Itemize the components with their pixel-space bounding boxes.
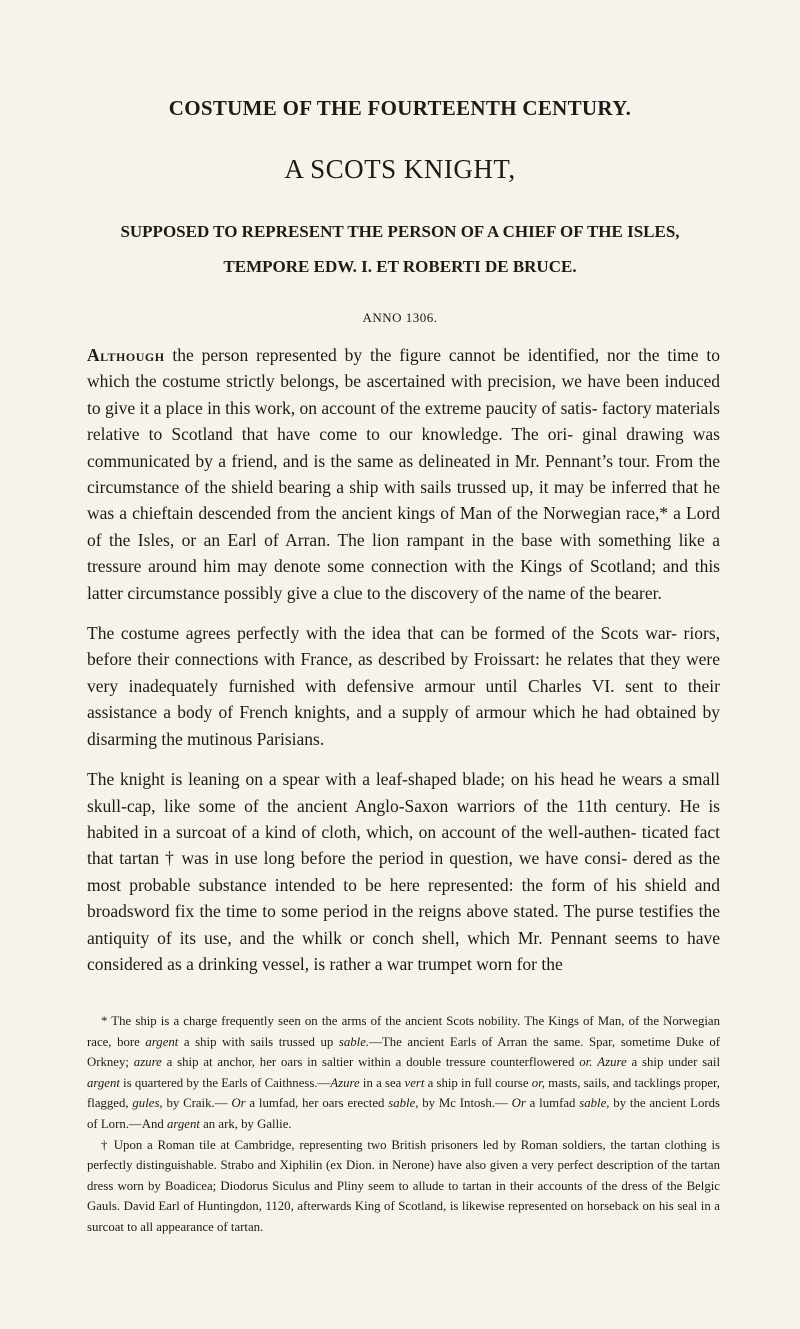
footnote-text: in a sea [359,1075,405,1090]
footnote-italic: gules, [132,1096,163,1111]
running-head: COSTUME OF THE FOURTEENTH CENTURY. [168,96,632,120]
footnote-italic: argent [87,1075,120,1090]
paragraph-1-lead-word: Although [87,345,165,365]
footnote-asterisk [87,1011,720,1135]
footnote-italic: sable. [338,1034,370,1049]
paragraph-2: The costume agrees perfectly with the idea that can be formed of the Scots war- riors, before their connections with France, as described by Froissart: he relates that they were very inadequately furnished with defensive armour until Charles VI. sent to their assistance a body of French knights, and a supply of armour which he had obtained by disarming the mutinous Parisians. [87,623,720,749]
footnote-italic: vert [404,1075,425,1090]
paragraph-3: The knight is leaning on a spear with a leaf-shaped blade; on his head he wears a small skull-cap, like some of the ancient Anglo-Saxon warriors of the 11th century. He is habited in a surcoat of a kind of cloth, which, on account of the well-authen- ticated fact that tartan † was in use long before the period in question, we have consi- dered as the most probable substance intended to be here represented: the form of his shield and broadsword fix the time to some period in the reigns above stated. The purse testifies the antiquity of its use, and the whilk or conch shell, which Mr. Pennant seems to have considered as a drinking vessel, is rather a war trumpet worn for the [87,769,720,974]
footnote-text: a ship at anchor, her oars in saltier within a double tressure counterflowered [161,1055,580,1070]
footnotes [87,1011,720,1238]
footnote-text: —The ancient Earls of Arran the same. Spar, sometime Duke of Orkney; [87,1034,720,1070]
footnote-italic: or, [531,1075,545,1090]
subtitle-line-1: SUPPOSED TO REPRESENT THE PERSON OF A CHIEF OF THE ISLES, [120,222,680,241]
footnote-text: masts, sails, and tacklings proper, flagged, [87,1075,720,1111]
footnote-text: is quartered by the Earls of Caithness.— [119,1075,331,1090]
footnote-italic: Or [511,1096,526,1111]
footnote-text: an ark, by Gallie. [199,1116,292,1131]
footnote-text: * The ship is a charge frequently seen on the arms of the ancient Scots nobility. The Kings of Man, of the Norwegian race, bore [87,1014,720,1049]
anno-date: ANNO 1306. [362,310,438,325]
footnote-italic: argent [166,1116,200,1131]
footnote-italic: argent [145,1034,179,1049]
footnote-text: a lumfad, her oars erected [245,1096,389,1111]
footnote-italic: azure [133,1055,162,1070]
footnote-text: by Mc Intosh.— [418,1096,512,1111]
footnote-italic: or. [579,1055,593,1070]
footnote-italic: Azure [597,1055,627,1070]
subtitle-line-2: TEMPORE EDW. I. ET ROBERTI DE BRUCE. [223,257,577,276]
paragraph-1 [87,342,720,606]
paragraph-1-text: the person represented by the figure cannot be identified, nor the time to which the costume strictly belongs, be ascertained with precision, we have been induced to give it a place in this work, on account of the extreme paucity of satis- factory materials relative to Scotland that have come to our knowledge. The ori- ginal drawing was communicated by a friend, and is the same as delineated in Mr. Pennant’s tour. From the circumstance of the shield bearing a ship with sails trussed up, it may be inferred that he was a chieftain descended from the ancient kings of Man of the Norwegian race,* a Lord of the Isles, or an Earl of Arran. The lion rampant in the base with something like a tressure around him may denote some connection with the Kings of Scotland; and this latter circumstance possibly give a clue to the discovery of the name of the bearer. [87,345,720,603]
footnote-text: a lumfad [525,1096,580,1111]
footnote-text: a ship in full course [424,1075,532,1090]
footnote-italic: Or [231,1096,246,1111]
footnote-italic: Azure [330,1075,360,1090]
body-text [87,342,720,977]
page-title: A SCOTS KNIGHT, [284,154,516,184]
footnote-text: a ship with sails trussed up [178,1034,339,1049]
footnote-text: a ship under sail [626,1055,720,1070]
footnote-text: by Craik.— [162,1096,232,1111]
footnote-dagger: † Upon a Roman tile at Cambridge, representing two British prisoners led by Roman soldiers, the tartan clothing is perfectly distinguishable. Strabo and Xiphilin (ex Dion. in Nerone) have also given a very perfect description of the tartan dress worn by Boadicea; Diodorus Siculus and Pliny seem to allude to tartan in their accounts of the dress of the Belgic Gauls. David Earl of Huntingdon, 1120, afterwards King of Scotland, is likewise represented on horseback on his seal in a surcoat to all appearance of tartan. [87,1137,720,1234]
footnote-italic: sable, [579,1096,610,1111]
footnote-italic: sable, [388,1096,419,1111]
footnote-text: by the ancient Lords of Lorn.—And [87,1096,721,1131]
